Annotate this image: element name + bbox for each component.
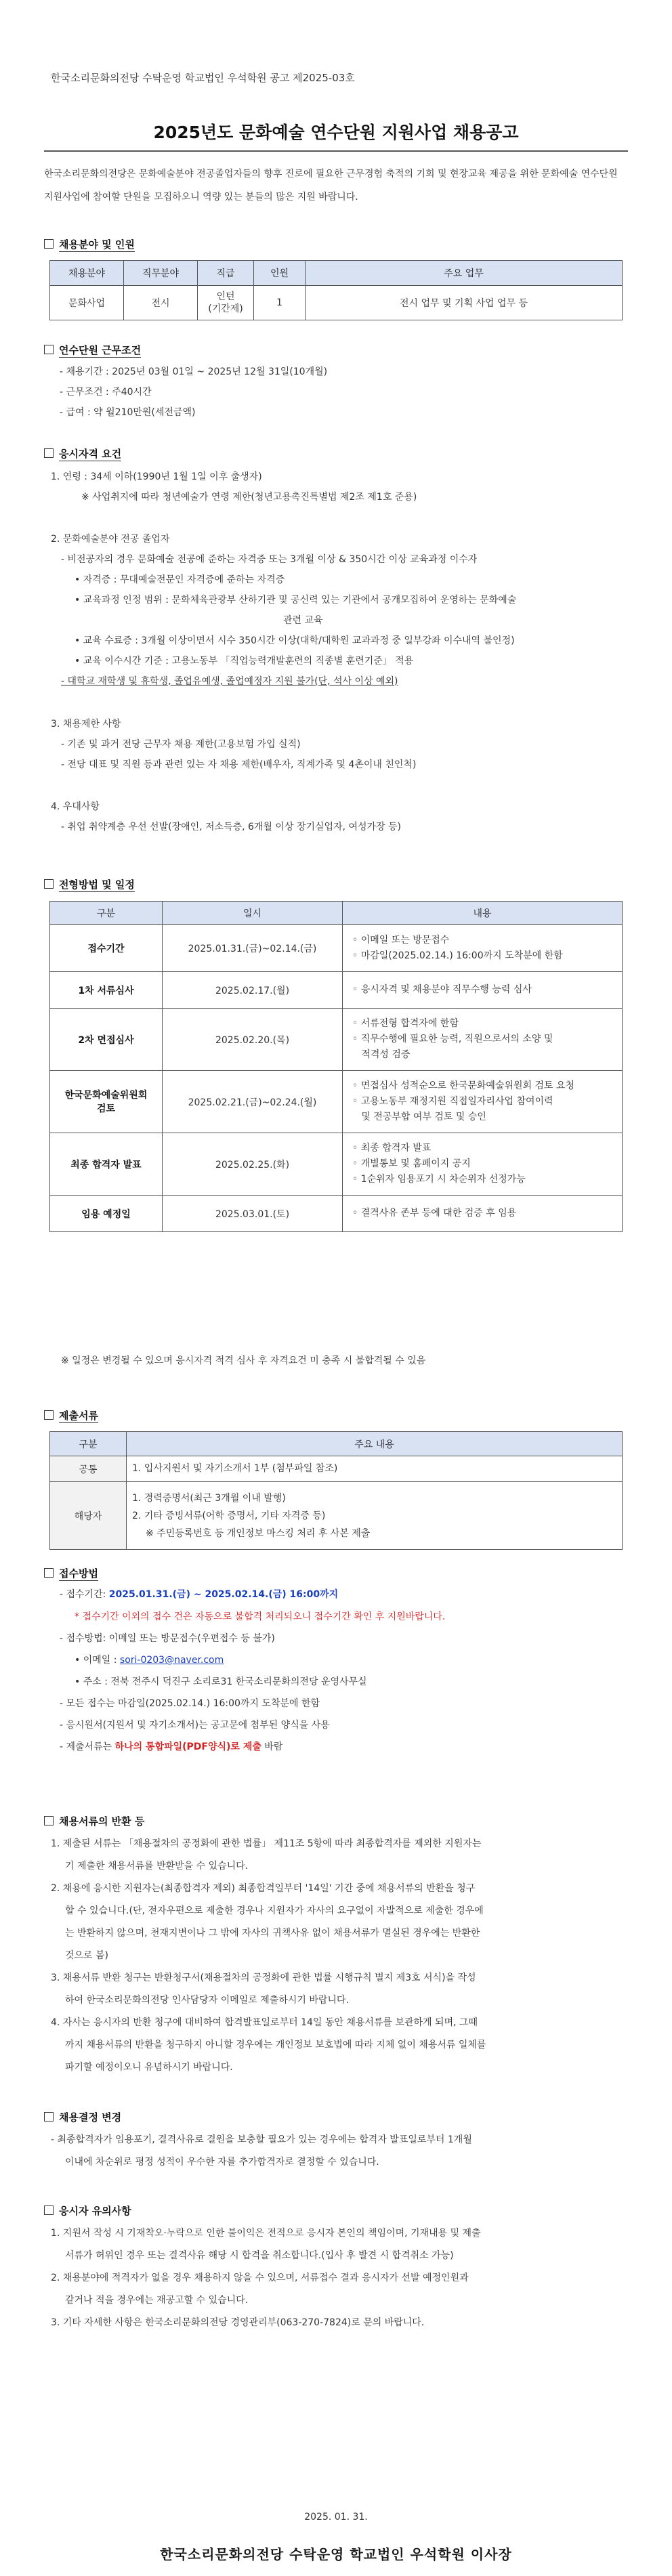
condition-item: - 급여 : 약 월210만원(세전금액) (60, 407, 196, 418)
list-item: ◦ 서류전형 합격자에 한함 (352, 1018, 459, 1029)
table-row-label: 접수기간 (50, 925, 163, 972)
qualification-note: ※ 사업취지에 따라 청년예술가 연령 제한(청년고용촉진특별법 제2조 제1호 준용) (81, 492, 417, 503)
announcement-date: 2025. 01. 31. (304, 2512, 368, 2522)
list-item: 적격성 검증 (361, 1049, 411, 1060)
section-qualifications-heading: 응시자격 요건 (44, 446, 121, 461)
section-process-heading: 전형방법 및 일정 (44, 877, 135, 891)
table-header: 주요 내용 (127, 1432, 623, 1456)
return-item-cont: 까지 채용서류의 반환을 청구하지 아니할 경우에는 개인정보 보호법에 따라 지체 없이 채용서류 일체를 (65, 2040, 486, 2050)
qualification-subitem: - 취업 취약계층 우선 선발(장애인, 저소득층, 6개월 이상 장기실업자, 여성가장 등) (61, 822, 401, 832)
table-row-label: 해당자 (50, 1482, 127, 1550)
table-cell: 전시 (124, 286, 198, 320)
table-cell: 전시 업무 및 기획 사업 업무 등 (306, 286, 623, 320)
table-cell: 인턴 (기간제) (198, 286, 254, 320)
condition-item: - 채용기간 : 2025년 03월 01일 ~ 2025년 12월 31일(10개월) (60, 366, 328, 377)
submission-file: - 제출서류는 하나의 통합파일(PDF양식)로 제출 바람 (60, 1741, 283, 1752)
qualification-bullet: • 교육 수료증 : 3개월 이상이면서 시수 350시간 이상(대학/대학원 교과과정 중 일부강좌 이수내역 불인정) (75, 635, 515, 646)
checkbox-square-icon (44, 1816, 54, 1825)
intro-paragraph: 한국소리문화의전당은 문화예술분야 전공졸업자들의 향후 진로에 필요한 근무경험 축적의 기회 및 현장교육 제공을 위한 문화예술 연수단원 지원사업에 참여할 단원을 모집하오니 역량 있는 분들의 많은 지원 바랍니다. (44, 169, 618, 203)
documents-table (49, 1431, 623, 1550)
qualification-bullet: • 교육과정 인정 범위 : 문화체육관광부 산하기관 및 공신력 있는 기관에서 공개모집하여 운영하는 문화예술 (75, 595, 517, 606)
table-cell-date: 2025.01.31.(금)~02.14.(금) (163, 925, 343, 972)
process-table (49, 901, 623, 1232)
list-item: ◦ 개별통보 및 홈페이지 공지 (352, 1158, 471, 1169)
qualification-subitem: - 대학교 재학생 및 휴학생, 졸업유예생, 졸업예정자 지원 불가(단, 석사 이상 예외) (61, 676, 398, 687)
notes-item: 2. 채용분야에 적격자가 없을 경우 채용하지 않을 수 있으며, 서류접수 결과 응시자가 선발 예정인원과 (51, 2273, 469, 2283)
notes-item: 1. 지원서 작성 시 기재착오·누락으로 인한 불이익은 전적으로 응시자 본인의 책임이며, 기재내용 및 제출 (51, 2228, 481, 2239)
schedule-note: ※ 일정은 변경될 수 있으며 응시자격 적격 심사 후 자격요건 미 충족 시 불합격될 수 있음 (61, 1355, 426, 1366)
table-header: 구분 (50, 902, 163, 925)
list-item: ◦ 고용노동부 재정지원 직접일자리사업 참여이력 (352, 1096, 553, 1107)
return-item: 1. 제출된 서류는 「채용절차의 공정화에 관한 법률」 제11조 5항에 따라 최종합격자를 제외한 지원자는 (51, 1838, 482, 1849)
notes-item-cont: 서류가 허위인 경우 또는 결격사유 해당 시 합격을 취소합니다.(입사 후 발견 시 합격취소 가능) (65, 2250, 454, 2261)
table-cell-date: 2025.02.25.(화) (163, 1133, 343, 1196)
table-row-label: 한국문화예술위원회 검토 (50, 1071, 163, 1133)
submission-period-value: 2025.01.31.(금) ~ 2025.02.14.(금) 16:00까지 (108, 1589, 339, 1600)
section-recruit-heading: 채용분야 및 인원 (44, 237, 135, 251)
list-item: 2. 기타 증빙서류(어학 증명서, 기타 자격증 등) (132, 1510, 326, 1521)
return-item-cont: 하여 한국소리문화의전당 인사담당자 이메일로 제출하시기 바랍니다. (65, 1995, 349, 2006)
list-item: ◦ 면접심사 성적순으로 한국문화예술위원회 검토 요청 (352, 1080, 575, 1091)
table-cell-content (343, 1009, 623, 1071)
checkbox-square-icon (44, 2205, 54, 2215)
section-conditions-heading: 연수단원 근무조건 (44, 343, 141, 357)
table-cell-content (343, 972, 623, 1009)
table-cell-content (127, 1456, 623, 1482)
return-item: 2. 채용에 응시한 지원자는(최종합격자 제외) 최종합격일부터 '14일' 기간 중에 채용서류의 반환을 청구 (51, 1883, 476, 1894)
qualification-subitem: - 비전공자의 경우 문화예술 전공에 준하는 자격증 또는 3개월 이상 & 350시간 이상 교육과정 이수자 (61, 554, 478, 565)
recruit-table (49, 260, 623, 320)
return-item-cont: 것으로 봄) (65, 1950, 109, 1961)
table-cell-date: 2025.03.01.(토) (163, 1196, 343, 1232)
qualification-bullet: • 자격증 : 무대예술전문인 자격증에 준하는 자격증 (75, 574, 285, 585)
table-cell: 1 (254, 286, 306, 320)
checkbox-square-icon (44, 345, 54, 354)
table-header: 직무분야 (124, 261, 198, 286)
checkbox-square-icon (44, 1568, 54, 1578)
table-header: 직급 (198, 261, 254, 286)
title-divider (44, 150, 628, 152)
condition-item: - 근무조건 : 주40시간 (60, 387, 152, 398)
return-item-cont: 할 수 있습니다.(단, 전자우편으로 제출한 경우나 지원자가 자사의 요구없이 자발적으로 제출한 경우에 (65, 1905, 484, 1916)
table-header: 구분 (50, 1432, 127, 1456)
qualification-subitem: - 전당 대표 및 직원 등과 관련 있는 자 채용 제한(배우자, 직계가족 및 4촌이내 친인척) (61, 759, 417, 770)
list-item: 1. 경력증명서(최근 3개월 이내 발행) (132, 1492, 286, 1504)
list-item: ◦ 1순위자 임용포기 시 차순위자 선정가능 (352, 1174, 526, 1185)
notes-item-cont: 같거나 적을 경우에는 재공고할 수 있습니다. (65, 2295, 249, 2306)
table-header: 인원 (254, 261, 306, 286)
list-item: ◦ 마감일(2025.02.14.) 16:00까지 도착분에 한함 (352, 950, 563, 961)
submission-method: - 접수방법: 이메일 또는 방문접수(우편접수 등 불가) (60, 1633, 275, 1644)
table-row-label: 2차 면접심사 (50, 1009, 163, 1071)
table-cell-date: 2025.02.20.(목) (163, 1009, 343, 1071)
return-item-cont: 파기할 예정이오니 유념하시기 바랍니다. (65, 2062, 233, 2073)
qualification-item: 2. 문화예술분야 전공 졸업자 (51, 534, 170, 545)
table-cell-content (343, 1071, 623, 1133)
list-item: ◦ 이메일 또는 방문접수 (352, 934, 450, 946)
return-item: 3. 채용서류 반환 청구는 반환청구서(채용절차의 공정화에 관한 법률 시행규칙 별지 제3호 서식)을 작성 (51, 1972, 476, 1983)
table-row-label: 공통 (50, 1456, 127, 1482)
qualification-bullet: • 교육 이수시간 기준 : 고용노동부 「직업능력개발훈련의 직종별 훈련기준」 적용 (75, 656, 414, 667)
list-item: ※ 주민등록번호 등 개인정보 마스킹 처리 후 사본 제출 (146, 1527, 371, 1539)
change-item: - 최종합격자가 임용포기, 결격사유로 결원을 보충할 필요가 있는 경우에는 합격자 발표일로부터 1개월 (51, 2134, 472, 2145)
table-row-label: 1차 서류심사 (50, 972, 163, 1009)
issuer-signature: 한국소리문화의전당 수탁운영 학교법인 우석학원 이사장 (160, 2546, 512, 2562)
checkbox-square-icon (44, 879, 54, 889)
submission-deadline: - 모든 접수는 마감일(2025.02.14.) 16:00까지 도착분에 한함 (60, 1698, 320, 1709)
return-item-cont: 기 제출한 채용서류를 반환받을 수 있습니다. (65, 1861, 249, 1872)
section-submission-heading: 접수방법 (44, 1566, 98, 1580)
checkbox-square-icon (44, 239, 54, 249)
table-header: 주요 업무 (306, 261, 623, 286)
table-header: 일시 (163, 902, 343, 925)
checkbox-square-icon (44, 1410, 54, 1420)
list-item: 1. 입사지원서 및 자기소개서 1부 (첨부파일 참조) (132, 1463, 338, 1474)
checkbox-square-icon (44, 448, 54, 458)
submission-file-highlight: 하나의 통합파일(PDF양식)로 제출 (114, 1741, 261, 1752)
qualification-item: 3. 채용제한 사항 (51, 719, 121, 730)
list-item: ◦ 결격사유 존부 등에 대한 검증 후 임용 (352, 1208, 517, 1219)
table-cell-date: 2025.02.21.(금)~02.24.(월) (163, 1071, 343, 1133)
section-return-heading: 채용서류의 반환 등 (44, 1814, 144, 1828)
notes-item: 3. 기타 자세한 사항은 한국소리문화의전당 경영관리부(063-270-7824)로 문의 바랍니다. (51, 2317, 425, 2328)
submission-period: - 접수기간: 2025.01.31.(금) ~ 2025.02.14.(금) 16:00까지 (60, 1589, 339, 1600)
table-cell-content (343, 925, 623, 972)
qualification-bullet-cont: 관련 교육 (283, 615, 323, 626)
checkbox-square-icon (44, 2112, 54, 2121)
qualification-item: 4. 우대사항 (51, 801, 100, 812)
qualification-subitem: - 기존 및 과거 전당 근무자 채용 제한(고용보험 가입 실적) (61, 739, 301, 750)
page-title: 2025년도 문화예술 연수단원 지원사업 채용공고 (153, 123, 519, 142)
table-cell-date: 2025.02.17.(월) (163, 972, 343, 1009)
submission-email: • 이메일 : sori-0203@naver.com (75, 1655, 224, 1666)
announcement-number: 한국소리문화의전당 수탁운영 학교법인 우석학원 공고 제2025-03호 (51, 72, 355, 84)
email-link[interactable]: sori-0203@naver.com (119, 1655, 224, 1666)
submission-warning: * 접수기간 이외의 접수 건은 자동으로 불합격 처리되오니 접수기간 확인 후 지원바랍니다. (75, 1611, 446, 1622)
return-item: 4. 자사는 응시자의 반환 청구에 대비하여 합격발표일로부터 14일 동안 채용서류를 보관하게 되며, 그때 (51, 2017, 478, 2028)
table-cell-content (343, 1196, 623, 1232)
section-change-heading: 채용결정 변경 (44, 2110, 121, 2124)
submission-forms: - 응시원서(지원서 및 자기소개서)는 공고문에 첨부된 양식을 사용 (60, 1720, 330, 1731)
list-item: ◦ 최종 합격자 발표 (352, 1143, 432, 1154)
table-header: 채용분야 (50, 261, 124, 286)
section-documents-heading: 제출서류 (44, 1408, 98, 1422)
return-item-cont: 는 반환하지 않으며, 천재지변이나 그 밖에 자사의 귀책사유 없이 채용서류가 멸실된 경우에는 반환한 (65, 1928, 480, 1939)
section-notes-heading: 응시자 유의사항 (44, 2203, 131, 2218)
table-cell-content (343, 1133, 623, 1196)
list-item: ◦ 응시자격 및 채용분야 직무수행 능력 심사 (352, 984, 532, 995)
qualification-item: 1. 연령 : 34세 이하(1990년 1월 1일 이후 출생자) (51, 471, 262, 482)
submission-address: • 주소 : 전북 전주시 덕진구 소리로31 한국소리문화의전당 운영사무실 (75, 1676, 367, 1687)
table-row-label: 임용 예정일 (50, 1196, 163, 1232)
table-row-label: 최종 합격자 발표 (50, 1133, 163, 1196)
list-item: 및 전공부합 여부 검토 및 승인 (361, 1112, 486, 1122)
table-cell: 문화사업 (50, 286, 124, 320)
table-header: 내용 (343, 902, 623, 925)
table-cell-content (127, 1482, 623, 1550)
list-item: ◦ 직무수행에 필요한 능력, 직원으로서의 소양 및 (352, 1034, 553, 1044)
change-item-cont: 이내에 차순위로 평정 성적이 우수한 자를 추가합격자로 결정할 수 있습니다. (65, 2157, 379, 2168)
